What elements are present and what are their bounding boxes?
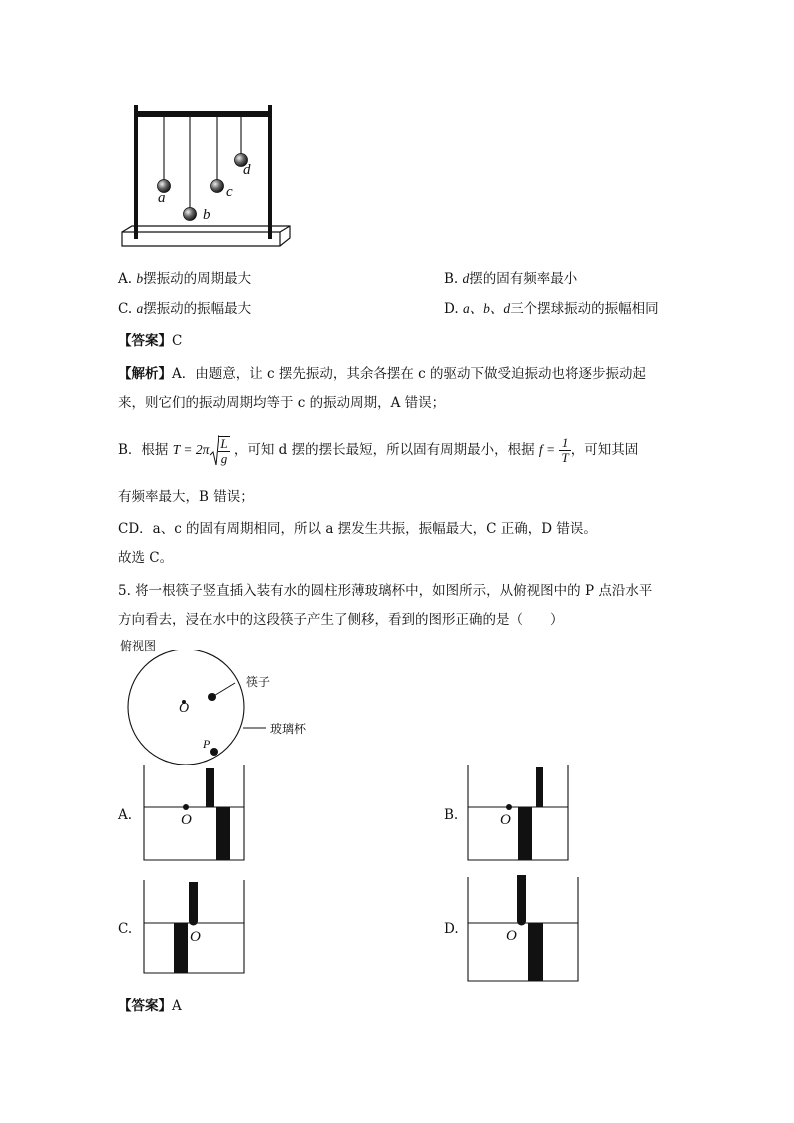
label-c: c	[226, 184, 233, 200]
point-p	[210, 748, 218, 756]
q5-answer: 【答案】A	[118, 998, 182, 1014]
analysis-line-5: CD．a、c 的固有周期相同，所以 a 摆发生共振，振幅最大，C 正确，D 错误。	[118, 521, 597, 537]
q5-option-c-figure	[140, 878, 250, 978]
analysis-line-6: 故选 C。	[118, 550, 174, 566]
right-post	[268, 105, 272, 239]
q5-option-d-label: D.	[444, 921, 459, 937]
label-o-top: O	[179, 701, 190, 716]
analysis-line-3: B．根据 T = 2π $\frac{L}{g}$ ，可知 d 摆的摆长最短，所以固有周期最小，根据 f = $\frac{1}{T}$ ，可知其固	[118, 432, 638, 469]
option-a: A. b摆振动的周期最大	[118, 271, 252, 287]
base-board	[122, 226, 290, 246]
label-o-d: O	[506, 928, 517, 944]
analysis-line-4: 有频率最大，B 错误；	[118, 489, 254, 505]
q5-option-b-figure	[464, 765, 574, 865]
q5-option-d-figure	[464, 873, 584, 985]
pendulum-figure	[118, 100, 298, 255]
label-p: P	[203, 737, 211, 751]
option-b: B. d摆的固有频率最小	[444, 271, 578, 287]
label-b: b	[203, 207, 211, 223]
ball-b	[184, 208, 197, 221]
q5-option-a-figure	[140, 765, 250, 865]
q5-line-1: 5. 将一根筷子竖直插入装有水的圆柱形薄玻璃杯中，如图所示，从俯视图中的 P 点沿水平	[118, 583, 653, 599]
ball-c	[211, 180, 224, 193]
q5-option-c-label: C.	[118, 921, 133, 937]
analysis-line-1: 【解析】A．由题意，让 c 摆先振动，其余各摆在 c 的驱动下做受迫振动也将逐步振动起	[118, 366, 647, 382]
analysis-line-2: 来，则它们的振动周期均等于 c 的振动周期，A 错误；	[118, 395, 446, 411]
label-a: a	[158, 190, 166, 206]
label-glass: 玻璃杯	[270, 722, 307, 736]
top-view-figure	[120, 650, 320, 765]
q5-option-b-label: B.	[444, 807, 459, 823]
label-o-a: O	[181, 812, 192, 828]
top-bar	[134, 111, 272, 117]
label-o-b: O	[500, 812, 511, 828]
q5-line-2: 方向看去，浸在水中的这段筷子产生了侧移，看到的图形正确的是（ ）	[118, 612, 564, 628]
option-d: D. a、b、d三个摆球振动的振幅相同	[444, 301, 659, 317]
q4-answer: 【答案】C	[118, 333, 183, 349]
label-chopstick: 筷子	[246, 675, 271, 689]
left-post	[134, 105, 138, 239]
label-o-c: O	[190, 929, 201, 945]
q5-option-a-label: A.	[118, 807, 133, 823]
option-c: C. a摆振动的振幅最大	[118, 301, 252, 317]
label-d: d	[243, 162, 251, 178]
top-view-title: 俯视图	[120, 639, 157, 653]
